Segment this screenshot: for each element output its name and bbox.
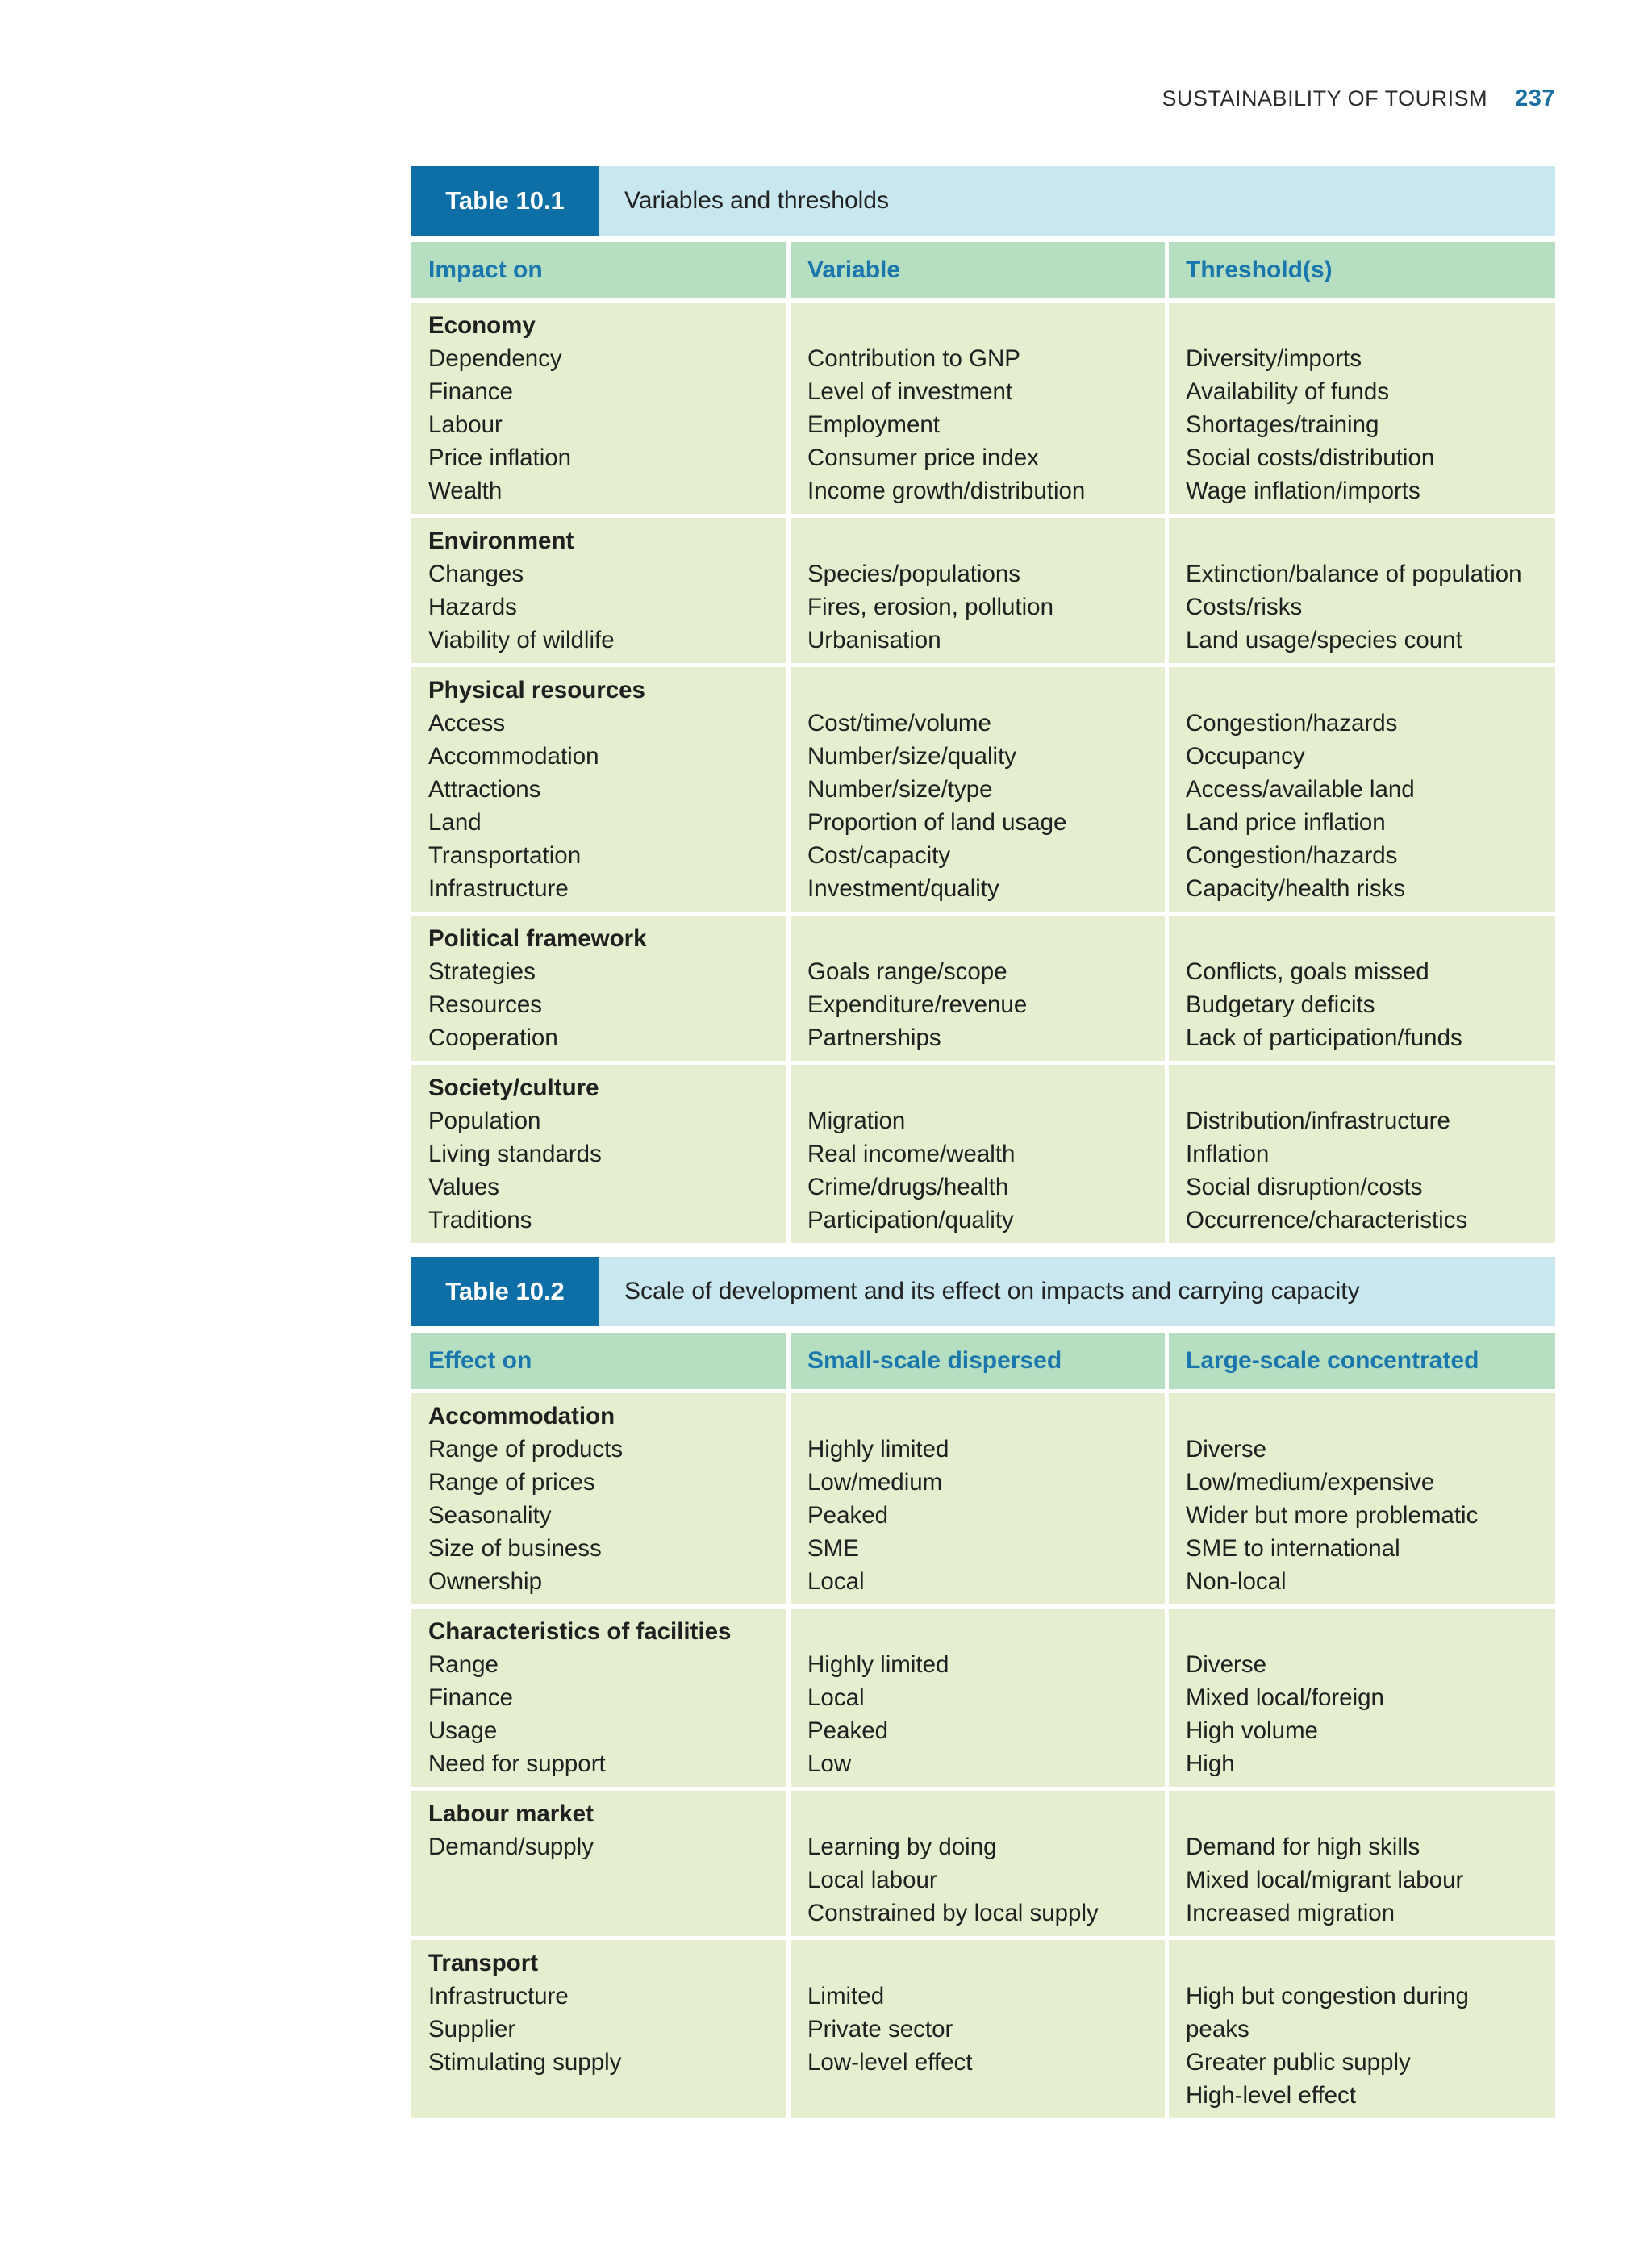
cell-line: Accommodation (428, 743, 599, 770)
section-heading: Society/culture (428, 1075, 599, 1101)
table-cell (411, 1940, 786, 2118)
table-cell (1169, 1940, 1555, 2118)
cell-line: Urbanisation (807, 627, 941, 653)
cell-line: Mixed local/migrant labour (1186, 1867, 1464, 1893)
cell-line: Size of business (428, 1535, 602, 1562)
cell-line: Migration (807, 1108, 906, 1134)
section-heading: Economy (428, 312, 536, 339)
section-heading: Physical resources (428, 677, 645, 703)
cell-line: Range (428, 1651, 499, 1678)
cell-line: Need for support (428, 1751, 606, 1777)
cell-line: Cooperation (428, 1024, 558, 1051)
table-cell (791, 1791, 1165, 1936)
cell-line: Demand/supply (428, 1834, 594, 1860)
cell-line: Population (428, 1108, 541, 1134)
section-heading: Political framework (428, 925, 647, 952)
table-title: Scale of development and its effect on impacts and carrying capacity (624, 1278, 1360, 1304)
cell-line: Transportation (428, 842, 582, 869)
cell-line: Dependency (428, 345, 562, 372)
table-cell (791, 667, 1165, 912)
cell-line: Low/medium (807, 1469, 943, 1496)
table-section (411, 1609, 1555, 1787)
cell-line: Finance (428, 1684, 513, 1711)
table-section (411, 916, 1555, 1061)
column-header: Impact on (411, 242, 786, 298)
spacer (1186, 1947, 1549, 1980)
table-cell (1169, 916, 1555, 1061)
cell-line (428, 1863, 780, 1897)
table-cell (1169, 1791, 1555, 1936)
cell-line: Usage (428, 1717, 498, 1744)
spacer (807, 309, 1158, 342)
spacer (1186, 1071, 1549, 1104)
cell-line: High volume (1186, 1717, 1318, 1744)
table-caption (411, 1257, 1555, 1326)
cell-line: Access/available land (1186, 776, 1415, 803)
cell-line: Goals range/scope (807, 958, 1007, 985)
cell-line: Expenditure/revenue (807, 991, 1028, 1018)
cell-line: Price inflation (428, 444, 572, 471)
table-cell (1169, 1065, 1555, 1243)
spacer (807, 922, 1158, 955)
section-heading: Characteristics of facilities (428, 1618, 732, 1645)
table-cell (791, 1940, 1165, 2118)
spacer (1186, 922, 1549, 955)
cell-line: SME (807, 1535, 859, 1562)
cell-line: Highly limited (807, 1651, 949, 1678)
cell-line: Costs/risks (1186, 594, 1303, 620)
cell-line: Local labour (807, 1867, 937, 1893)
section-heading: Labour market (428, 1801, 594, 1827)
table-cell (411, 1065, 786, 1243)
table-title: Variables and thresholds (624, 187, 889, 214)
page-number: 237 (1515, 86, 1555, 111)
table-cell (791, 916, 1165, 1061)
table-cell (1169, 667, 1555, 912)
cell-line: Diverse (1186, 1436, 1266, 1463)
section-heading: Accommodation (428, 1403, 615, 1429)
cell-line: Number/size/type (807, 776, 993, 803)
table-cell (791, 1065, 1165, 1243)
cell-line: Income growth/distribution (807, 478, 1086, 504)
cell-line: Land usage/species count (1186, 627, 1462, 653)
table-cell (1169, 1609, 1555, 1787)
cell-line: Labour (428, 411, 503, 438)
cell-line: Crime/drugs/health (807, 1174, 1009, 1200)
cell-line: Wage inflation/imports (1186, 478, 1420, 504)
cell-line: Viability of wildlife (428, 627, 615, 653)
cell-line: Species/populations (807, 561, 1021, 587)
table-cell (411, 1791, 786, 1936)
cell-line: Shortages/training (1186, 411, 1379, 438)
spacer (807, 1071, 1158, 1104)
cell-line: Local (807, 1568, 865, 1595)
cell-line: Traditions (428, 1207, 532, 1233)
cell-line: Range of prices (428, 1469, 595, 1496)
cell-line: Participation/quality (807, 1207, 1014, 1233)
cell-line: Real income/wealth (807, 1141, 1016, 1167)
spacer (1186, 1400, 1549, 1433)
table-body (411, 303, 1555, 1243)
cell-line: Cost/time/volume (807, 710, 991, 737)
cell-line: Distribution/infrastructure (1186, 1108, 1450, 1134)
cell-line: Low-level effect (807, 2049, 973, 2076)
table-section (411, 1940, 1555, 2118)
table-section (411, 518, 1555, 663)
cell-line: Stimulating supply (428, 2049, 622, 2076)
cell-line: Demand for high skills (1186, 1834, 1420, 1860)
table-number: Table 10.2 (411, 1257, 599, 1326)
cell-line: Proportion of land usage (807, 809, 1067, 836)
column-header: Small-scale dispersed (791, 1333, 1165, 1389)
cell-line: Conflicts, goals missed (1186, 958, 1429, 985)
table-header-row (411, 1333, 1555, 1389)
cell-line: Social costs/distribution (1186, 444, 1435, 471)
table-cell (411, 667, 786, 912)
cell-line (428, 2079, 780, 2112)
cell-line: Ownership (428, 1568, 543, 1595)
table-number: Table 10.1 (411, 166, 599, 236)
cell-line: Finance (428, 378, 513, 405)
spacer (1186, 674, 1549, 707)
cell-line: Consumer price index (807, 444, 1039, 471)
spacer (807, 1615, 1158, 1648)
cell-line: Level of investment (807, 378, 1013, 405)
cell-line (428, 1897, 780, 1930)
table-cell (1169, 303, 1555, 514)
cell-line: High but congestion during (1186, 1983, 1469, 2009)
spacer (1186, 524, 1549, 557)
column-header: Large-scale concentrated (1169, 1333, 1555, 1389)
table-cell (411, 1393, 786, 1604)
spacer (807, 1400, 1158, 1433)
cell-line: Occurrence/characteristics (1186, 1207, 1468, 1233)
spacer (1186, 309, 1549, 342)
cell-line: SME to international (1186, 1535, 1400, 1562)
running-head (1162, 86, 1555, 112)
cell-line: Wider but more problematic (1186, 1502, 1479, 1529)
table-cell (411, 518, 786, 663)
cell-line: Low/medium/expensive (1186, 1469, 1435, 1496)
spacer (807, 674, 1158, 707)
table-10-2 (411, 1257, 1555, 2118)
cell-line: Highly limited (807, 1436, 949, 1463)
table-section (411, 303, 1555, 514)
cell-line: Extinction/balance of population (1186, 561, 1522, 587)
section-heading: Environment (428, 528, 574, 554)
cell-line: Social disruption/costs (1186, 1174, 1423, 1200)
cell-line: Hazards (428, 594, 517, 620)
section-heading: Transport (428, 1950, 539, 1976)
table-cell (411, 303, 786, 514)
cell-line: Constrained by local supply (807, 1900, 1099, 1926)
column-header: Threshold(s) (1169, 242, 1555, 298)
cell-line: Limited (807, 1983, 885, 2009)
cell-line: Peaked (807, 1502, 889, 1529)
cell-line: Living standards (428, 1141, 602, 1167)
cell-line: Access (428, 710, 506, 737)
table-section (411, 1065, 1555, 1243)
cell-line: peaks (1186, 2016, 1249, 2043)
cell-line: Occupancy (1186, 743, 1305, 770)
cell-line: Budgetary deficits (1186, 991, 1375, 1018)
cell-line: Capacity/health risks (1186, 875, 1406, 902)
table-section (411, 1393, 1555, 1604)
cell-line: Supplier (428, 2016, 516, 2043)
cell-line: Wealth (428, 478, 503, 504)
table-cell (1169, 1393, 1555, 1604)
table-10-1 (411, 166, 1555, 1243)
cell-line: Investment/quality (807, 875, 999, 902)
cell-line: Contribution to GNP (807, 345, 1020, 372)
cell-line: Greater public supply (1186, 2049, 1411, 2076)
cell-line: High-level effect (1186, 2082, 1356, 2109)
cell-line: Learning by doing (807, 1834, 997, 1860)
table-cell (791, 1393, 1165, 1604)
cell-line: Partnerships (807, 1024, 941, 1051)
cell-line: Non-local (1186, 1568, 1287, 1595)
table-header-row (411, 242, 1555, 298)
cell-line: Land price inflation (1186, 809, 1386, 836)
column-header: Variable (791, 242, 1165, 298)
cell-line: Private sector (807, 2016, 953, 2043)
table-cell (411, 916, 786, 1061)
cell-line: Mixed local/foreign (1186, 1684, 1384, 1711)
cell-line: Low (807, 1751, 852, 1777)
cell-line: Strategies (428, 958, 536, 985)
cell-line: Values (428, 1174, 500, 1200)
table-section (411, 667, 1555, 912)
running-head-title: SUSTAINABILITY OF TOURISM (1162, 86, 1488, 111)
cell-line: Number/size/quality (807, 743, 1017, 770)
cell-line: Local (807, 1684, 865, 1711)
cell-line: Fires, erosion, pollution (807, 594, 1053, 620)
cell-line: Inflation (1186, 1141, 1270, 1167)
table-cell (411, 1609, 786, 1787)
cell-line: Seasonality (428, 1502, 552, 1529)
cell-line: Peaked (807, 1717, 889, 1744)
spacer (807, 1797, 1158, 1830)
cell-line: Range of products (428, 1436, 624, 1463)
spacer (807, 1947, 1158, 1980)
cell-line: Cost/capacity (807, 842, 951, 869)
cell-line: Infrastructure (428, 875, 569, 902)
cell-line: Lack of participation/funds (1186, 1024, 1462, 1051)
table-cell (791, 303, 1165, 514)
table-cell (791, 518, 1165, 663)
cell-line: Resources (428, 991, 543, 1018)
cell-line: High (1186, 1751, 1235, 1777)
cell-line: Congestion/hazards (1186, 842, 1398, 869)
spacer (1186, 1797, 1549, 1830)
table-cell (1169, 518, 1555, 663)
cell-line: Diversity/imports (1186, 345, 1362, 372)
spacer (1186, 1615, 1549, 1648)
table-cell (791, 1609, 1165, 1787)
table-body (411, 1393, 1555, 2118)
cell-line: Congestion/hazards (1186, 710, 1398, 737)
cell-line: Increased migration (1186, 1900, 1395, 1926)
table-section (411, 1791, 1555, 1936)
cell-line (807, 2079, 1158, 2112)
cell-line: Availability of funds (1186, 378, 1389, 405)
table-caption (411, 166, 1555, 236)
cell-line: Employment (807, 411, 940, 438)
column-header: Effect on (411, 1333, 786, 1389)
cell-line: Land (428, 809, 482, 836)
cell-line: Attractions (428, 776, 541, 803)
spacer (807, 524, 1158, 557)
cell-line: Diverse (1186, 1651, 1266, 1678)
cell-line: Changes (428, 561, 524, 587)
cell-line: Infrastructure (428, 1983, 569, 2009)
